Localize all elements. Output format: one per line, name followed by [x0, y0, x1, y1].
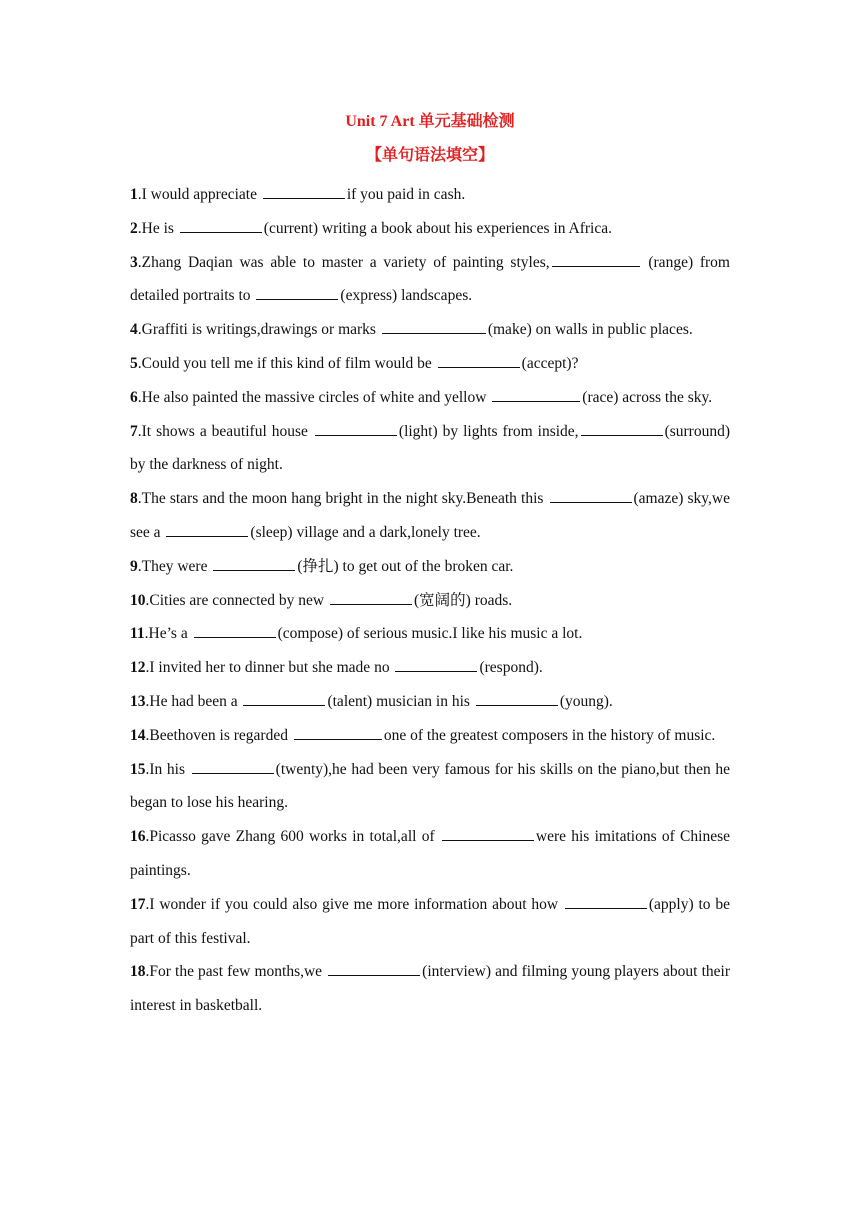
question-number: 7	[130, 422, 138, 440]
answer-blank[interactable]	[581, 420, 663, 436]
question-text: (twenty),he had been very famous for his skills on the piano,but then he began to lose his hearing.	[130, 760, 731, 812]
question-number: 10	[130, 591, 146, 609]
answer-blank[interactable]	[382, 318, 486, 334]
question-text: (talent) musician in his	[327, 692, 474, 710]
question-text: .I wonder if you could also give me more information about how	[145, 895, 563, 913]
answer-blank[interactable]	[442, 825, 534, 841]
question-item	[130, 550, 730, 584]
question-item	[130, 955, 730, 1023]
answer-blank[interactable]	[552, 251, 640, 267]
answer-blank[interactable]	[438, 352, 520, 368]
question-text: .Beethoven is regarded	[145, 726, 292, 744]
question-item	[130, 246, 730, 314]
question-text: were his imitations of Chinese paintings.	[130, 828, 730, 879]
question-item	[130, 584, 730, 618]
question-text: (compose) of serious music.I like his music a lot.	[277, 625, 583, 643]
question-number: 6	[130, 388, 138, 406]
answer-blank[interactable]	[192, 758, 274, 774]
question-item	[130, 482, 730, 550]
answer-blank[interactable]	[492, 386, 580, 402]
question-item	[130, 381, 730, 415]
question-number: 18	[130, 963, 146, 981]
question-text: .Graffiti is writings,drawings or marks	[137, 321, 380, 339]
question-text: if you paid in cash.	[346, 186, 466, 203]
answer-blank[interactable]	[243, 690, 325, 706]
answer-blank[interactable]	[256, 284, 338, 300]
question-text: (挣扎) to get out of the broken car.	[297, 557, 514, 575]
answer-blank[interactable]	[263, 183, 345, 199]
question-text: (race) across the sky.	[582, 388, 713, 406]
answer-blank[interactable]	[294, 724, 382, 740]
question-text: .I would appreciate	[137, 186, 261, 203]
question-number: 13	[130, 692, 146, 710]
question-item	[130, 820, 730, 888]
question-number: 12	[130, 659, 146, 677]
question-item	[130, 347, 730, 381]
question-item	[130, 617, 730, 651]
answer-blank[interactable]	[550, 487, 632, 503]
answer-blank[interactable]	[315, 420, 397, 436]
question-number: 4	[130, 321, 138, 339]
question-text: (range) from detailed portraits to	[130, 253, 730, 305]
answer-blank[interactable]	[194, 622, 276, 638]
question-text: (express) landscapes.	[340, 287, 473, 305]
question-text: .Cities are connected by new	[145, 591, 328, 609]
question-text: (respond).	[479, 659, 543, 677]
question-number: 5	[130, 354, 138, 372]
question-list	[130, 178, 730, 1023]
question-item	[130, 888, 730, 956]
question-text: .In his	[145, 760, 190, 778]
question-number: 14	[130, 726, 146, 744]
question-text: (宽阔的) roads.	[414, 591, 513, 609]
question-text: .For the past few months,we	[145, 963, 327, 981]
question-text: (current) writing a book about his experiences in Africa.	[263, 219, 612, 237]
question-number: 16	[130, 828, 146, 846]
question-text: (accept)?	[521, 354, 579, 372]
question-number: 8	[130, 490, 138, 508]
question-text: (interview) and filming young players about their interest in basketball.	[130, 963, 730, 1015]
question-text: (make) on walls in public places.	[487, 321, 693, 339]
question-item	[130, 415, 730, 483]
question-text: .He had been a	[145, 692, 242, 710]
question-text: .It shows a beautiful house	[137, 422, 313, 440]
question-text: (amaze) sky,we see a	[130, 490, 730, 541]
question-text: .He is	[137, 219, 178, 237]
question-text: .He’s a	[144, 625, 192, 643]
question-text: .Picasso gave Zhang 600 works in total,all of	[145, 828, 440, 846]
question-item	[130, 313, 730, 347]
question-text: (apply) to be part of this festival.	[130, 895, 730, 947]
question-number: 9	[130, 557, 138, 575]
question-text: .They were	[137, 557, 212, 575]
answer-blank[interactable]	[328, 960, 420, 976]
question-text: (light) by lights from inside,	[398, 422, 579, 440]
question-number: 2	[130, 219, 138, 237]
question-item	[130, 685, 730, 719]
question-text: .The stars and the moon hang bright in the night sky.Beneath this	[137, 490, 548, 508]
answer-blank[interactable]	[476, 690, 558, 706]
question-item	[130, 651, 730, 685]
question-text: (young).	[559, 692, 613, 710]
question-item	[130, 212, 730, 246]
answer-blank[interactable]	[565, 893, 647, 909]
question-text: one of the greatest composers in the history of music.	[383, 726, 716, 744]
question-text: .Could you tell me if this kind of film would be	[137, 354, 436, 372]
answer-blank[interactable]	[330, 589, 412, 605]
question-text: .Zhang Daqian was able to master a variety of painting styles,	[137, 253, 550, 271]
question-text: (sleep) village and a dark,lonely tree.	[250, 523, 481, 541]
question-number: 3	[130, 253, 138, 271]
question-item	[130, 178, 730, 212]
section-heading: 【单句语法填空】	[365, 147, 494, 164]
answer-blank[interactable]	[395, 656, 477, 672]
question-item	[130, 719, 730, 753]
question-item	[130, 753, 730, 821]
question-text: .I invited her to dinner but she made no	[145, 659, 394, 677]
question-number: 1	[130, 186, 138, 203]
answer-blank[interactable]	[180, 217, 262, 233]
question-text: (surround) by the darkness of night.	[130, 422, 730, 474]
question-text: .He also painted the massive circles of white and yellow	[137, 388, 491, 406]
answer-blank[interactable]	[213, 555, 295, 571]
document-title: Unit 7 Art 单元基础检测	[345, 113, 515, 130]
question-number: 11	[130, 625, 145, 643]
question-number: 17	[130, 895, 146, 913]
question-number: 15	[130, 760, 146, 778]
answer-blank[interactable]	[166, 521, 248, 537]
